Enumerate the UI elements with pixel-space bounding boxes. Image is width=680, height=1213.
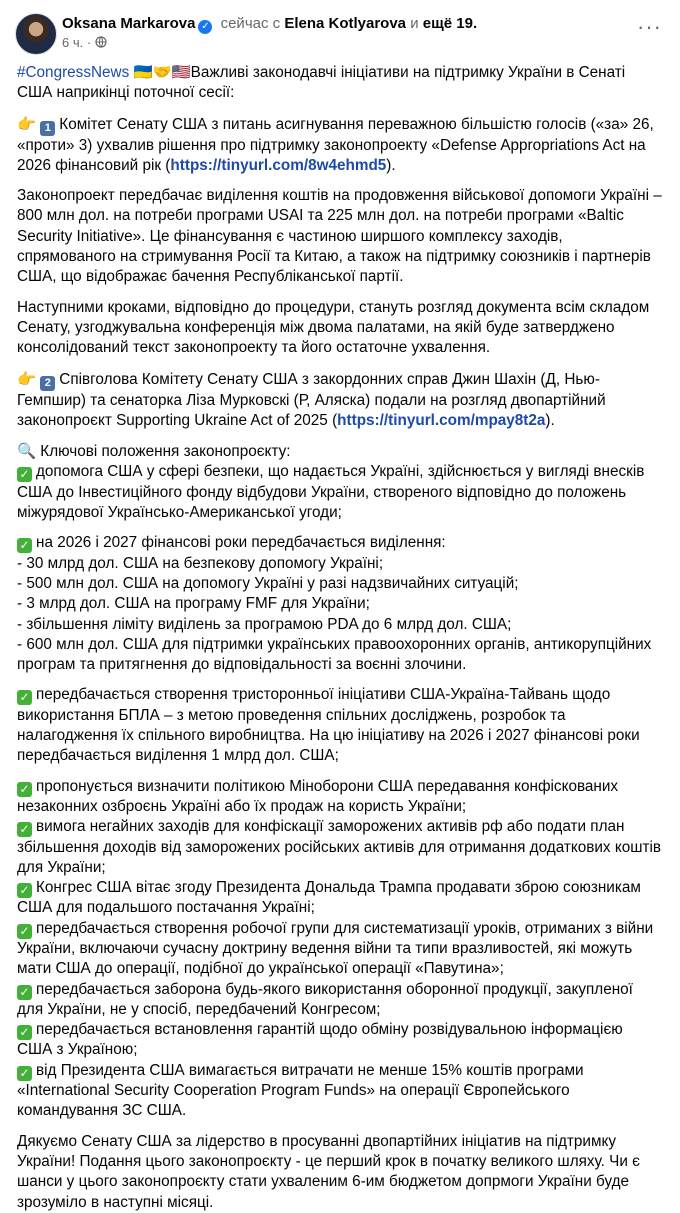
more-options-icon[interactable]: ··· bbox=[637, 14, 662, 39]
magnifier-icon: 🔍 bbox=[17, 442, 37, 461]
check-icon: ✓ bbox=[17, 782, 32, 797]
pointing-hand-icon: 👉 bbox=[17, 114, 37, 133]
globe-icon bbox=[95, 36, 107, 48]
paragraph-3: Наступними кроками, відповідно до процедури, стануть розгляд документа всім складом Сенату, узгоджувальна конференція між двома палатами, на якій буде затверджено консолідований текст законопроекту та його остаточне ухвалення. bbox=[17, 298, 650, 357]
funding-line: - 500 млн дол. США на допомогу Україні у разі надзвичайних ситуацій; bbox=[17, 574, 519, 592]
check-icon: ✓ bbox=[17, 1025, 32, 1040]
funding-line: - 3 млрд дол. США на програму FMF для України; bbox=[17, 595, 370, 613]
flag-emoji-icon: 🇺🇦🤝🇺🇸 bbox=[133, 63, 191, 81]
tagged-person[interactable]: Elena Kotlyarova bbox=[284, 15, 407, 32]
post-meta: 6 ч. · bbox=[62, 35, 107, 50]
tagged-more-link[interactable]: ещё 19. bbox=[422, 15, 478, 32]
post-header bbox=[0, 0, 680, 62]
author-name[interactable]: Oksana Markarova bbox=[62, 15, 196, 32]
paragraph-1: 👉 1 Комітет Сенату США з питань асигнування переважною більшістю голосів («за» 26, «проти» 3) ухвалив рішення про підтримку законопроекту «Defense Appropriations Act на 2026 фінансовий рік (https://tinyurl.com/8w4ehmd5). bbox=[17, 114, 654, 174]
intro-paragraph: #CongressNews 🇺🇦🤝🇺🇸Важливі законодавчі ініціативи на підтримку України в Сенаті США наприкінці поточної сесії: bbox=[17, 63, 626, 102]
paragraph-4: 👉 2 Співголова Комітету Сенату США з закордонних справ Джин Шахін (Д, Нью-Гемпшир) та сенаторка Ліза Мурковскі (Р, Аляска) подали на розгляд двопартійний законопроєкт Supporting Ukraine Act of 2025 (https://tinyurl.com/mpay8t2a). bbox=[17, 369, 606, 429]
link-2[interactable]: https://tinyurl.com/mpay8t2a bbox=[337, 411, 546, 429]
paragraph-2: Законопроект передбачає виділення коштів на продовження військової допомоги Україні – 800 млн дол. на потреби програми USAI та 225 млн дол. на потреби програми «Baltic Security Initiative». Це фінансування є частиною ширшого комплексу заходів, спрямованого на стримування Росії та Китаю, а також на підтримку союзників і партнерів США, що відображає бачення Республіканської партії. bbox=[17, 187, 662, 286]
check-icon: ✓ bbox=[17, 1066, 32, 1081]
check-icon: ✓ bbox=[17, 883, 32, 898]
number-1-icon: 1 bbox=[40, 121, 55, 136]
provision-3: ✓ передбачається створення тристоронньої ініціативи США-Україна-Тайвань щодо використання БПЛА – з метою проведення спільних досліджень, розробок та налагодження їх спільного виробництва. На цю ініціативу на 2026 і 2027 фінансові роки передбачається виділення 1 млрд дол. США; bbox=[17, 686, 640, 765]
number-2-icon: 2 bbox=[40, 376, 55, 391]
pointing-hand-icon: 👉 bbox=[17, 369, 37, 388]
funding-line: - збільшення ліміту виділень за програмою PDA до 6 млрд дол. США; bbox=[17, 615, 512, 633]
status-text: сейчас с bbox=[220, 15, 281, 32]
hashtag-link[interactable]: #CongressNews bbox=[17, 64, 130, 81]
check-icon: ✓ bbox=[17, 985, 32, 1000]
check-icon: ✓ bbox=[17, 538, 32, 553]
funding-line: - 600 млн дол. США для підтримки українських правоохоронних органів, антикорупційних програм та притягнення до відповідальності за воєнні злочини. bbox=[17, 635, 652, 674]
check-icon: ✓ bbox=[17, 822, 32, 837]
check-icon: ✓ bbox=[17, 924, 32, 939]
avatar[interactable] bbox=[15, 13, 57, 55]
post-time[interactable]: 6 ч. bbox=[62, 35, 84, 50]
closing-paragraph: Дякуємо Сенату США за лідерство в просуванні двопартійних ініціатив на підтримку України! Подання цього законопроєкту - це перший крок в початку великого шляху. Чи є шанси у цього законопроєкту стати ухваленим 6-им бюджетом допрмоги України буде зрозуміло в наступні місяці. bbox=[17, 1132, 640, 1211]
and-text: и bbox=[410, 15, 419, 32]
author-line bbox=[62, 14, 477, 34]
verified-badge-icon: ✓ bbox=[198, 20, 212, 34]
provisions-list: ✓ пропонується визначити політикою Міноборони США передавання конфіскованих незаконних озброєнь Україні або їх продаж на користь України; ✓ вимога негайних заходів для конфіскації заморожених активів рф або подати план збільшення доходів від заморожених російських активів для отримання додаткових коштів для України; ✓ Конгрес США вітає згоду Президента Дональда Трампа продавати зброю союзникам США для подальшого постачання Україні; ✓ передбачається створення робочої групи для систематизації уроків, отриманих з війни України, включаючи сучасну доктрину ведення війни та типи вразливостей, які можуть мати США до операції, подібної до української операції «Павутина»; ✓ передбачається заборона будь-якого використання оборонної продукції, закупленої для України, не у спосіб, передбачений Конгресом; ✓ передбачається встановлення гарантій щодо обміну розвідувальною інформацією США з Україною; ✓ від Президента США вимагається витрачати не менше 15% коштів програми «International Security Cooperation Program Funds» на операції Європейського командування ЗС США. bbox=[17, 777, 662, 1120]
link-1[interactable]: https://tinyurl.com/8w4ehmd5 bbox=[170, 156, 387, 174]
check-icon: ✓ bbox=[17, 467, 32, 482]
provision-1: ✓ допомога США у сфері безпеки, що надається Україні, здійснюється у вигляді внесків США до Інвестиційного фонду відбудови України, створеного відповідно до положень міжурядової Українсько-Американської угоди; bbox=[17, 463, 645, 522]
post-body bbox=[0, 62, 680, 1213]
check-icon: ✓ bbox=[17, 690, 32, 705]
funding-line: - 30 млрд дол. США на безпекову допомогу Україні; bbox=[17, 554, 384, 572]
key-provisions-title: 🔍 Ключові положення законопроєкту: bbox=[17, 442, 291, 461]
provision-2: ✓ на 2026 і 2027 фінансові роки передбачається виділення: - 30 млрд дол. США на безпекову допомогу Україні; - 500 млн дол. США на допомогу Україні у разі надзвичайних ситуацій; - 3 млрд дол. США на програму FMF для України; - збільшення ліміту виділень за програмою PDA до 6 млрд дол. США; - 600 млн дол. США для підтримки українських правоохоронних органів, антикорупційних програм та притягнення до відповідальності за воєнні злочини. bbox=[17, 534, 652, 674]
